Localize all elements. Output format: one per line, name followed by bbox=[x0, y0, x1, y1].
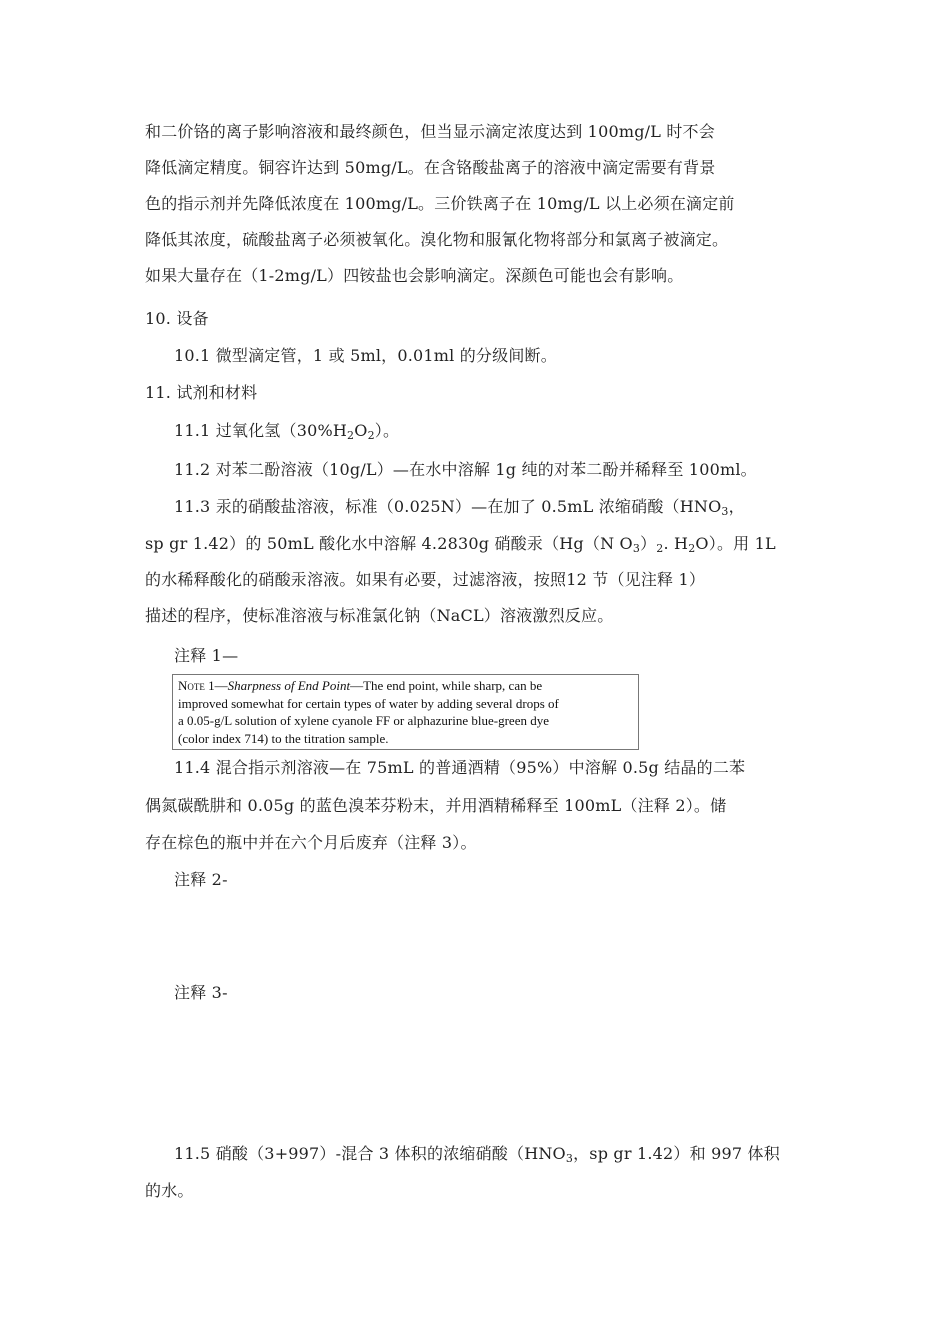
section-10-heading: 10. 设备 bbox=[145, 309, 209, 328]
section-11-heading: 11. 试剂和材料 bbox=[145, 383, 258, 402]
intro-line-2: 降低滴定精度。铜容许达到 50mg/L。在含铬酸盐离子的溶液中滴定需要有背景 bbox=[145, 158, 716, 177]
item-10-1: 10.1 微型滴定管，1 或 5ml，0.01ml 的分级间断。 bbox=[174, 346, 557, 365]
item-11-4-line-2: 偶氮碳酰肼和 0.05g 的蓝色溴苯芬粉末，并用酒精稀释至 100mL（注释 2）。储 bbox=[145, 796, 727, 815]
note-1-box-line-2: improved somewhat for certain types of water by adding several drops of bbox=[178, 695, 559, 711]
intro-line-3: 色的指示剂并先降低浓度在 100mg/L。三价铁离子在 10mg/L 以上必须在滴定前 bbox=[145, 194, 735, 213]
item-11-3-line-1: 11.3 汞的硝酸盐溶液，标准（0.025N）—在加了 0.5mL 浓缩硝酸（$HNO_3$， bbox=[174, 497, 745, 518]
note-1-box bbox=[172, 674, 639, 750]
intro-line-5: 如果大量存在（1-2mg/L）四铵盐也会影响滴定。深颜色可能也会有影响。 bbox=[145, 266, 684, 285]
note-1-label: 注释 1— bbox=[174, 646, 239, 665]
intro-line-1: 和二价铬的离子影响溶液和最终颜色，但当显示滴定浓度达到 100mg/L 时不会 bbox=[145, 122, 715, 141]
note-1-box-line-1: Note 1—Sharpness of End Point—The end point, while sharp, can be bbox=[178, 678, 543, 693]
item-11-4-line-1: 11.4 混合指示剂溶液—在 75mL 的普通酒精（95%）中溶解 0.5g 结晶的二苯 bbox=[174, 758, 746, 777]
item-11-5-line-2: 的水。 bbox=[145, 1181, 194, 1200]
item-11-3-line-4: 描述的程序，使标准溶液与标准氯化钠（NaCL）溶液激烈反应。 bbox=[145, 606, 614, 625]
item-11-3-line-3: 的水稀释酸化的硝酸汞溶液。如果有必要，过滤溶液，按照12 节（见注释 1） bbox=[145, 570, 706, 589]
item-11-1: 11.1 过氧化氢$(30\%H_2O_2)$。 bbox=[174, 421, 400, 442]
item-11-2: 11.2 对苯二酚溶液（10g/L）—在水中溶解 1g 纯的对苯二酚并稀释至 100ml。 bbox=[174, 460, 757, 479]
note-1-box-line-3: a 0.05-g/L solution of xylene cyanole FF or alphazurine blue-green dye bbox=[178, 713, 549, 728]
intro-line-4: 降低其浓度，硫酸盐离子必须被氧化。溴化物和服氰化物将部分和氯离子被滴定。 bbox=[145, 230, 729, 249]
item-11-5-line-1: 11.5 硝酸（3+997）-混合 3 体积的浓缩硝酸（$HNO_3$，sp gr 1.42）和 997 体积 bbox=[174, 1144, 780, 1165]
note-3-label: 注释 3- bbox=[174, 983, 228, 1002]
item-11-3-line-2: sp gr 1.42）的 50mL 酸化水中溶解 4.2830g 硝酸汞（Hg（N $O_3)_2$. $H_2O$）。用 1L bbox=[145, 534, 776, 555]
item-11-4-line-3: 存在棕色的瓶中并在六个月后废弃（注释 3）。 bbox=[145, 833, 477, 852]
note-1-box-line-4: (color index 714) to the titration sample. bbox=[178, 730, 389, 746]
note-2-label: 注释 2- bbox=[174, 870, 228, 889]
